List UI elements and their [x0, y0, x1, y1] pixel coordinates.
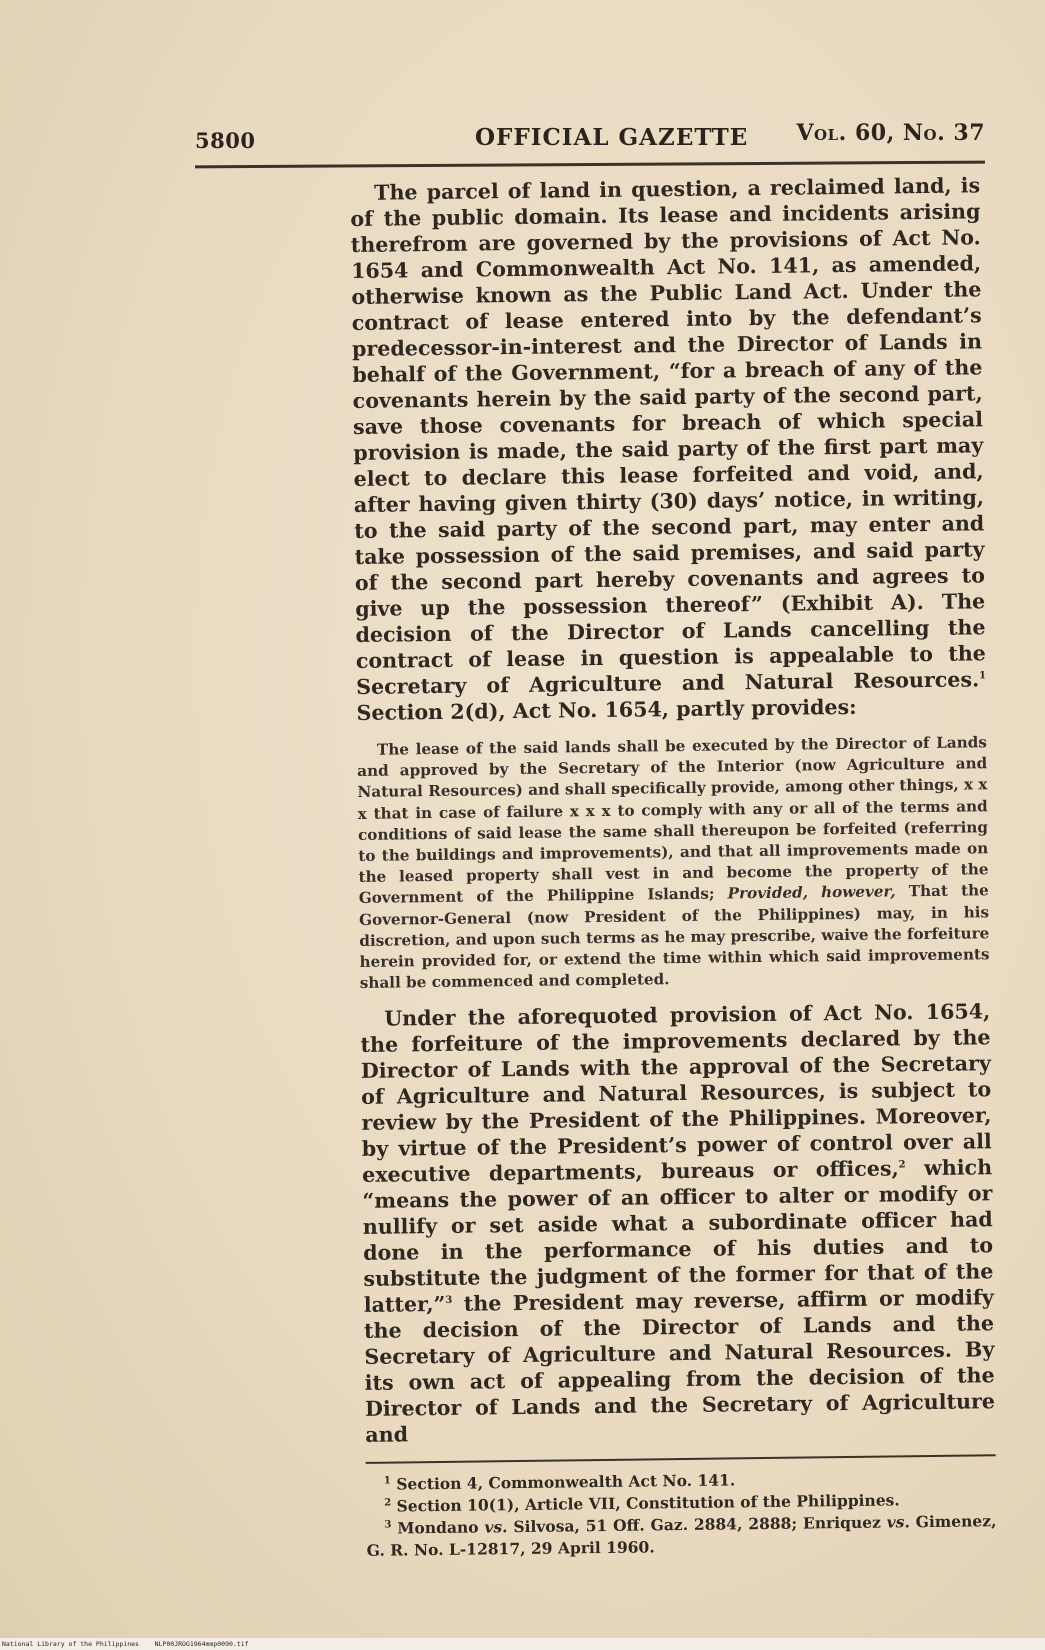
paragraph-1 [350, 172, 987, 726]
footnote-ref-2: 2 [898, 1159, 906, 1171]
quote-italic: Provided, however, [727, 882, 896, 903]
paragraph-2-text-b: which “means the power of an officer to alter or modify or nullify or set aside what a subordinate officer had done in the performance of his duties and to substitute the judgment of the former for that of the latter,” [362, 1155, 994, 1318]
footnote-mark-3: 3 [384, 1519, 392, 1531]
header-rule [195, 161, 985, 169]
block-quote [357, 732, 990, 994]
page-header [195, 118, 985, 158]
footnote-3-text-b: Silvosa, 51 Off. Gaz. 2884, 2888; Enriquez [507, 1512, 887, 1537]
volume-number [796, 120, 985, 146]
footnote-3 [366, 1511, 996, 1563]
footer-file: NLP00JROG1964mmp0090.tif [154, 1640, 249, 1648]
quote-text-b: That the Governor-General (now President of the Philippines) may, in his discretion, and upon such terms as he may prescribe, waive the forfeiture herein provided for, or extend the time within which said improvements shall be commenced and completed. [358, 881, 990, 993]
footnote-3-vs-1: vs. [484, 1517, 508, 1537]
footnote-rule [366, 1455, 996, 1465]
footnote-3-vs-2: vs. [886, 1512, 910, 1532]
volume-text: Vol. 60, No. 37 [796, 120, 985, 146]
footnote-ref-3: 3 [445, 1295, 453, 1307]
scan-footer [0, 1638, 1045, 1650]
footer-library: National Library of the Philippines [2, 1640, 139, 1648]
paragraph-2-text-c: the President may reverse, affirm or modify the decision of the Director of Lands and the Secretary of Agriculture and Natural Resources. By its own act of appealing from the decision of the Director of Lands and the Secretary of Agriculture and [363, 1285, 996, 1448]
article-body [350, 172, 997, 1562]
footnote-3-text-c: Gimenez, G. R. No. L-12817, 29 April 1960. [366, 1511, 997, 1561]
footnote-3-text-a: Mondano [391, 1517, 485, 1539]
paragraph-2-text-a: Under the aforequoted provision of Act No. 1654, the forfeiture of the improvements declared by the Director of Lands with the approval of the Secretary of Agriculture and Natural Resources, is subject to review by the President of the Philippines. Moreover, by virtue of the President’s power of control over all executive departments, bureaus or offices, [360, 999, 992, 1188]
footnote-1-text: Section 4, Commonwealth Act No. 141. [390, 1470, 736, 1495]
footnote-mark-1: 1 [383, 1475, 391, 1487]
paragraph-1-tail: Section 2(d), Act No. 1654, partly provides: [356, 694, 857, 725]
footnote-ref-1: 1 [979, 670, 987, 682]
paragraph-2 [360, 999, 995, 1449]
footnote-2-text: Section 10(1), Article VII, Constitution of the Philippines. [391, 1490, 900, 1517]
publication-title: OFFICIAL GAZETTE [475, 124, 749, 151]
page-number: 5800 [195, 128, 256, 153]
footnote-mark-2: 2 [384, 1497, 392, 1509]
quote-text-a: The lease of the said lands shall be executed by the Director of Lands and approved by the Secretary of the Interior (now Agriculture and Natural Resources) and shall specifically provide, among other things, x x x that in case of failure x x x to comply with any or all of the terms and conditions of said lease the same shall thereupon be forfeited (referring to the buildings and improvements), and that all improvements made on the leased property shall vest in and become the property of the Government of the Philippine Islands; [357, 733, 989, 908]
footnotes [366, 1467, 997, 1563]
paragraph-1-text: The parcel of land in question, a reclaimed land, is of the public domain. Its lease and incidents arising therefrom are governed by the provisions of Act No. 1654 and Commonwealth Act No. 141, as amended, otherwise known as the Public Land Act. Under the contract of lease entered into by the defendant’s predecessor-in-interest and the Director of Lands in behalf of the Government, “for a breach of any of the covenants herein by the said party of the second part, save those covenants for breach of which special provision is made, the said party of the first part may elect to declare this lease forfeited and void, and, after having given thirty (30) days’ notice, in writing, to the said party of the second part, may enter and take possession of the said premises, and said party of the second part hereby covenants and agrees to give up the possession thereof” (Exhibit A). The decision of the Director of Lands cancelling the contract of lease in question is appealable to the Secretary of Agriculture and Natural Resources. [350, 173, 986, 699]
